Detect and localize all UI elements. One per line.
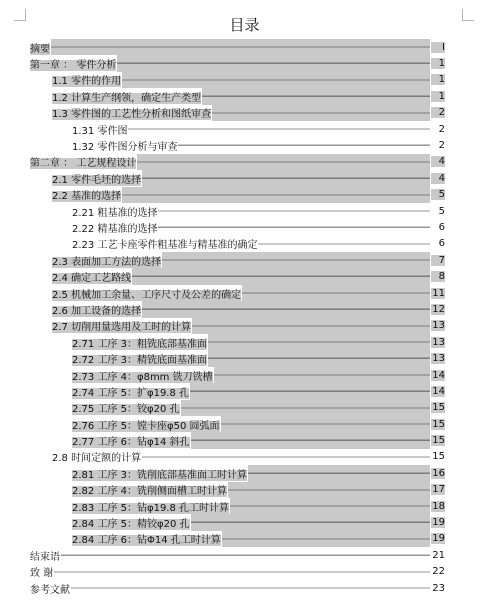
- toc-entry-label: 2.21 粗基准的选择: [72, 207, 158, 219]
- toc-entry[interactable]: [0, 531, 489, 547]
- toc-entry[interactable]: [0, 514, 489, 530]
- toc-entry[interactable]: [0, 465, 489, 481]
- toc-dot-leader: [178, 137, 430, 153]
- toc-dot-leader: [214, 367, 430, 383]
- toc-dot-leader: [258, 236, 430, 252]
- toc-entry[interactable]: [0, 252, 489, 268]
- toc-dot-leader: [230, 498, 430, 514]
- toc-entry[interactable]: [0, 367, 489, 383]
- toc-dot-leader: [212, 105, 430, 121]
- toc-page-number: 19: [432, 533, 445, 545]
- toc-dot-leader: [228, 482, 430, 498]
- toc-entry-label: 1.31 零件图: [72, 125, 128, 137]
- toc-dot-leader: [61, 547, 430, 563]
- toc-entry-label: 致 谢: [30, 568, 54, 580]
- toc-dot-leader: [242, 285, 430, 301]
- toc-entry[interactable]: [0, 334, 489, 350]
- toc-entry-label: 2.76 工序 5：镗卡座φ50 圆弧面: [72, 420, 220, 432]
- toc-entry-label: 2.1 零件毛坯的选择: [52, 174, 142, 186]
- toc-entry-label: 摘要: [30, 43, 50, 55]
- toc-page-number: 2: [438, 140, 445, 152]
- toc-entry-label: 2.74 工序 5：扩φ19.8 孔: [72, 387, 190, 399]
- toc-dot-leader: [181, 400, 431, 416]
- toc-page-number: 1: [431, 74, 445, 85]
- toc-dot-leader: [191, 514, 431, 530]
- toc-dot-leader: [142, 170, 430, 186]
- toc-page-number: I: [431, 42, 445, 53]
- toc-entry-label: 2.81 工序 3：铣削底部基准面工时计算: [72, 469, 247, 481]
- toc-page-number: 1: [431, 91, 445, 102]
- toc-entry-label: 2.5 机械加工余量、工序尺寸及公差的确定: [52, 289, 242, 301]
- toc-page-number: 19: [432, 517, 445, 529]
- toc-entry-label: 2.22 精基准的选择: [72, 223, 158, 235]
- toc-entry[interactable]: [0, 203, 489, 219]
- toc-entry-label: 2.8 时间定额的计算: [52, 453, 142, 465]
- toc-entry[interactable]: [0, 564, 489, 580]
- toc-entry[interactable]: [0, 105, 489, 121]
- toc-entry[interactable]: [0, 170, 489, 186]
- toc-page-number: 15: [432, 451, 445, 463]
- toc-entry-label: 2.83 工序 5：钻φ19.8 孔工时计算: [72, 502, 230, 514]
- toc-dot-leader: [248, 465, 430, 481]
- toc-entry[interactable]: [0, 449, 489, 465]
- toc-entry[interactable]: [0, 580, 489, 596]
- toc-dot-leader: [222, 531, 430, 547]
- toc-page-number: 5: [431, 189, 445, 200]
- toc-entry-label: 2.71 工序 3：粗铣底部基准面: [72, 338, 207, 350]
- toc-page-number: 16: [432, 467, 445, 479]
- toc-entry[interactable]: [0, 285, 489, 301]
- toc-entry-label: 2.82 工序 4：铣削侧面槽工时计算: [72, 486, 227, 498]
- toc-dot-leader: [208, 334, 430, 350]
- toc-entry-label: 2.84 工序 5：精铰φ20 孔: [72, 519, 190, 531]
- toc-entry-label: 2.4 确定工艺路线: [52, 273, 132, 285]
- toc-entry-label: 1.32 零件图分析与审查: [72, 142, 178, 154]
- toc-page-number: 4: [431, 173, 445, 184]
- toc-entry[interactable]: [0, 400, 489, 416]
- toc-dot-leader: [142, 301, 430, 317]
- toc-entry[interactable]: [0, 416, 489, 432]
- toc-page-number: 5: [438, 205, 445, 217]
- toc-entry-label: 参考文献: [30, 584, 70, 596]
- toc-entry-label: 1.2 计算生产纲领，确定生产类型: [52, 92, 202, 104]
- toc-entry[interactable]: [0, 121, 489, 137]
- toc-dot-leader: [190, 383, 430, 399]
- toc-dot-leader: [202, 88, 430, 104]
- toc-dot-leader: [158, 203, 430, 219]
- toc-page-number: 18: [432, 500, 445, 512]
- toc-page-number: 8: [431, 271, 445, 282]
- toc-dot-leader: [117, 55, 430, 71]
- toc-entry-label: 1.3 零件图的工艺性分析和图纸审查: [52, 109, 212, 121]
- toc-entry-label: 第二章 ： 工艺规程设计: [30, 158, 137, 170]
- toc-dot-leader: [162, 252, 430, 268]
- toc-entry[interactable]: [0, 187, 489, 203]
- toc-dot-leader: [191, 432, 431, 448]
- toc-page-number: 15: [432, 402, 445, 414]
- toc-dot-leader: [142, 449, 430, 465]
- toc-page-number: 11: [432, 287, 445, 299]
- toc-entry-label: 2.75 工序 5：铰φ20 孔: [72, 404, 180, 416]
- toc-entry[interactable]: [0, 350, 489, 366]
- toc-page-number: 1: [431, 58, 445, 69]
- toc-page-number: 6: [438, 221, 445, 233]
- toc-page-number: 15: [432, 418, 445, 430]
- table-of-contents: [0, 39, 489, 596]
- toc-entry-label: 2.84 工序 6：钻Φ14 孔工时计算: [72, 535, 221, 547]
- toc-page-number: 7: [431, 255, 445, 266]
- toc-entry-label: 2.7 切削用量选用及工时的计算: [52, 322, 192, 334]
- toc-entry-label: 1.1 零件的作用: [52, 76, 122, 88]
- toc-dot-leader: [208, 350, 430, 366]
- toc-dot-leader: [158, 219, 430, 235]
- toc-entry-label: 2.73 工序 4：φ8mm 铣刀铣槽: [72, 371, 213, 383]
- toc-entry-label: 结束语: [30, 551, 60, 563]
- toc-entry[interactable]: [0, 219, 489, 235]
- toc-entry[interactable]: [0, 268, 489, 284]
- toc-entry-label: 2.6 加工设备的选择: [52, 305, 142, 317]
- toc-page-number: 13: [432, 320, 445, 332]
- toc-dot-leader: [51, 39, 430, 55]
- toc-entry-label: 2.23 工艺卡座零件粗基准与精基准的确定: [72, 240, 258, 252]
- toc-dot-leader: [54, 564, 430, 580]
- toc-page-number: 15: [432, 435, 445, 447]
- toc-entry[interactable]: [0, 432, 489, 448]
- toc-entry[interactable]: [0, 301, 489, 317]
- toc-dot-leader: [128, 121, 430, 137]
- toc-dot-leader: [122, 187, 430, 203]
- toc-page-number: 21: [432, 549, 445, 561]
- toc-page-number: 2: [438, 123, 445, 135]
- toc-entry-label: 2.77 工序 6：钻φ14 斜孔: [72, 437, 190, 449]
- toc-entry[interactable]: [0, 236, 489, 252]
- toc-page-number: 23: [432, 582, 445, 594]
- toc-entry[interactable]: [0, 39, 489, 55]
- toc-entry[interactable]: [0, 547, 489, 563]
- toc-entry[interactable]: [0, 137, 489, 153]
- toc-page-number: 12: [432, 303, 445, 315]
- toc-entry-label: 2.72 工序 3：精铣底面基准面: [72, 355, 207, 367]
- toc-entry-label: 2.2 基准的选择: [52, 191, 122, 203]
- toc-dot-leader: [122, 72, 430, 88]
- toc-page-number: 13: [432, 336, 445, 348]
- toc-dot-leader: [221, 416, 431, 432]
- toc-page-number: 22: [432, 566, 445, 578]
- toc-dot-leader: [137, 154, 430, 170]
- toc-entry[interactable]: [0, 383, 489, 399]
- page-title: 目录: [229, 16, 260, 34]
- toc-entry[interactable]: [0, 482, 489, 498]
- toc-dot-leader: [132, 268, 430, 284]
- toc-dot-leader: [71, 580, 430, 596]
- toc-page-number: 6: [438, 238, 445, 250]
- toc-entry-label: 第一章 ： 零件分析: [30, 60, 117, 72]
- toc-entry[interactable]: [0, 72, 489, 88]
- toc-page-number: 14: [432, 369, 445, 381]
- toc-entry[interactable]: [0, 55, 489, 71]
- toc-page-number: 14: [432, 385, 445, 397]
- toc-page-number: 2: [431, 107, 445, 118]
- toc-entry[interactable]: [0, 154, 489, 170]
- toc-entry[interactable]: [0, 498, 489, 514]
- toc-page-number: 13: [432, 353, 445, 365]
- toc-entry-label: 2.3 表面加工方法的选择: [52, 256, 162, 268]
- toc-page-number: 4: [431, 156, 445, 167]
- toc-dot-leader: [192, 318, 430, 334]
- toc-page-number: 17: [432, 484, 445, 496]
- toc-entry[interactable]: [0, 318, 489, 334]
- toc-entry[interactable]: [0, 88, 489, 104]
